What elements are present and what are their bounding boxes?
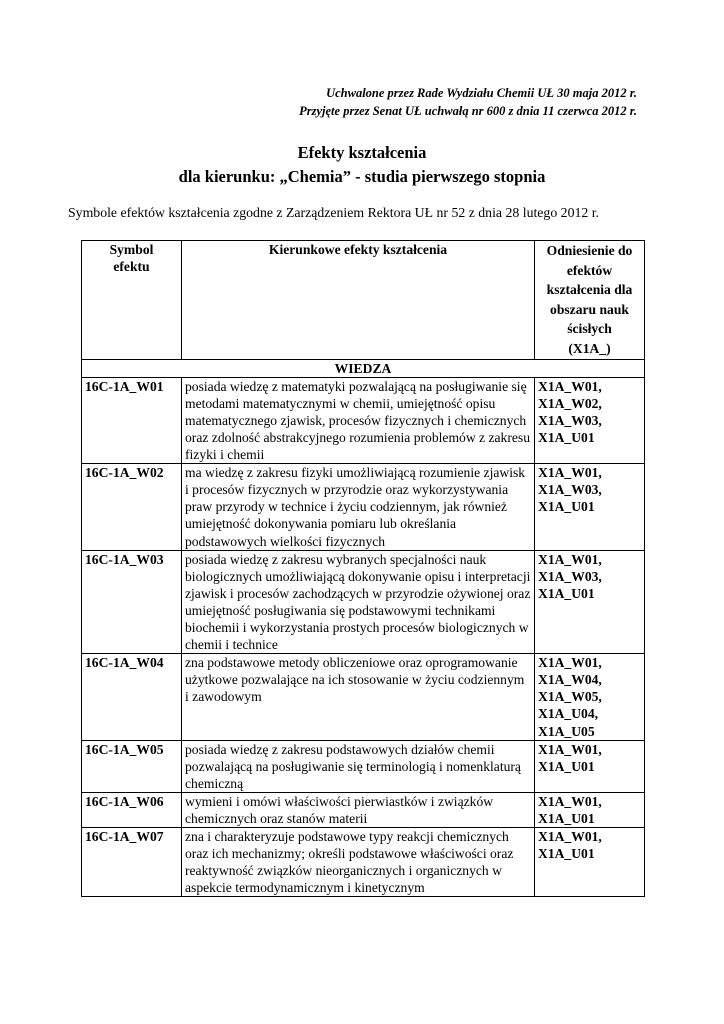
- outcome-references: [535, 654, 645, 740]
- table-row: [82, 828, 645, 897]
- reference-code: X1A_U04,: [538, 706, 599, 722]
- reference-code: X1A_W01,: [538, 655, 602, 671]
- outcome-symbol: 16C-1A_W03: [82, 550, 182, 654]
- reference-code: X1A_U01: [538, 499, 595, 515]
- reference-code: X1A_U01: [538, 758, 595, 774]
- outcome-description: ma wiedzę z zakresu fizyki umożliwiającą rozumienie zjawisk i procesów fizycznych w przyrodzie oraz wykorzystywania praw przyrody w technice i życiu codziennym, jak również umiejętność dokonywania pomiaru lub określania podstawowych wielkości fizycznych: [182, 464, 535, 550]
- reference-code: X1A_U05: [538, 723, 595, 739]
- reference-code: X1A_U01: [538, 429, 595, 445]
- reference-code: X1A_W03,: [538, 482, 602, 498]
- table-row: [82, 550, 645, 654]
- table-row: [82, 654, 645, 740]
- reference-code: X1A_W02,: [538, 395, 602, 411]
- reference-code: X1A_W01,: [538, 741, 602, 757]
- reference-code: X1A_W01,: [538, 378, 602, 394]
- header-reference-line: Odniesienie do: [546, 243, 633, 258]
- outcome-references: [535, 792, 645, 827]
- outcome-references: [535, 377, 645, 463]
- table-header-row: [82, 241, 645, 360]
- approval-line-faculty: Uchwalone przez Rade Wydziału Chemii UŁ 30 maja 2012 r.: [326, 86, 637, 100]
- approval-line-senate: Przyjęte przez Senat UŁ uchwałą nr 600 z dnia 11 czerwca 2012 r.: [299, 104, 637, 118]
- section-title: WIEDZA: [82, 359, 645, 377]
- outcome-references: [535, 828, 645, 897]
- reference-code: X1A_U01: [538, 811, 595, 826]
- header-reference: [535, 241, 645, 360]
- header-reference-line: kształcenia dla: [546, 282, 633, 298]
- header-symbol-line: efektu: [113, 259, 150, 275]
- outcome-references: [535, 550, 645, 654]
- table-row: [82, 377, 645, 463]
- outcome-description: posiada wiedzę z zakresu podstawowych działów chemii pozwalającą na posługiwanie się terminologią i nomenklaturą chemiczną: [182, 740, 535, 792]
- header-description: Kierunkowe efekty kształcenia: [182, 241, 535, 360]
- outcome-description: posiada wiedzę z matematyki pozwalającą na posługiwanie się metodami matematycznymi w chemii, umiejętność opisu matematycznego zjawisk, procesów fizycznych i chemicznych oraz zdolność abstrakcyjnego rozumienia problemów z zakresu fizyki i chemii: [182, 377, 535, 463]
- approval-notes: [299, 84, 637, 120]
- reference-code: X1A_W04,: [538, 672, 602, 688]
- outcome-symbol: 16C-1A_W07: [82, 828, 182, 897]
- outcome-description: posiada wiedzę z zakresu wybranych specjalności nauk biologicznych umożliwiającą dokonywanie opisu i interpretacji zjawisk i procesów zachodzących w przyrodzie ożywionej oraz umiejętność posługiwania się podstawowymi technikami biochemii i wykorzystania prostych procesów biologicznych w chemii i technice: [182, 550, 535, 654]
- outcome-symbol: 16C-1A_W02: [82, 464, 182, 550]
- title-line-1: Efekty kształcenia: [297, 143, 427, 162]
- reference-code: X1A_W05,: [538, 689, 602, 705]
- outcome-description: zna i charakteryzuje podstawowe typy reakcji chemicznych oraz ich mechanizmy; określi podstawowe właściwości oraz reaktywność związków nieorganicznych i organicznych w aspekcie termodynamicznym i kinetycznym: [182, 828, 535, 897]
- reference-code: X1A_W01,: [538, 829, 602, 845]
- symbols-note: Symbole efektów kształcenia zgodne z Zarządzeniem Rektora UŁ nr 52 z dnia 28 lutego 2012 r.: [68, 205, 599, 220]
- outcome-description: wymieni i omówi właściwości pierwiastków i związków chemicznych oraz stanów materii: [182, 792, 535, 827]
- outcome-references: [535, 464, 645, 550]
- reference-code: X1A_W01,: [538, 551, 602, 567]
- outcome-symbol: 16C-1A_W01: [82, 377, 182, 463]
- table-row: [82, 792, 645, 827]
- header-reference-line: obszaru nauk: [550, 301, 629, 317]
- table-row: [82, 464, 645, 550]
- section-row: [82, 359, 645, 377]
- reference-code: X1A_W03,: [538, 412, 602, 428]
- document-title: [0, 141, 724, 189]
- reference-code: X1A_U01: [538, 846, 595, 862]
- reference-code: X1A_W03,: [538, 568, 602, 584]
- reference-code: X1A_W01,: [538, 465, 602, 481]
- title-line-2: dla kierunku: „Chemia” - studia pierwszego stopnia: [178, 167, 546, 186]
- reference-code: X1A_W01,: [538, 793, 602, 809]
- learning-outcomes-table: [81, 240, 645, 897]
- reference-code: X1A_U01: [538, 585, 595, 601]
- outcome-references: [535, 740, 645, 792]
- outcome-symbol: 16C-1A_W04: [82, 654, 182, 740]
- header-reference-line: ścisłych: [567, 321, 612, 337]
- header-symbol-line: Symbol: [109, 242, 154, 257]
- header-symbol: [82, 241, 182, 360]
- outcome-symbol: 16C-1A_W05: [82, 740, 182, 792]
- outcome-symbol: 16C-1A_W06: [82, 792, 182, 827]
- table-row: [82, 740, 645, 792]
- outcome-description: zna podstawowe metody obliczeniowe oraz oprogramowanie użytkowe pozwalające na ich stosowanie w życiu codziennym i zawodowym: [182, 654, 535, 740]
- header-reference-line: (X1A_): [568, 340, 611, 356]
- header-reference-line: efektów: [566, 262, 613, 278]
